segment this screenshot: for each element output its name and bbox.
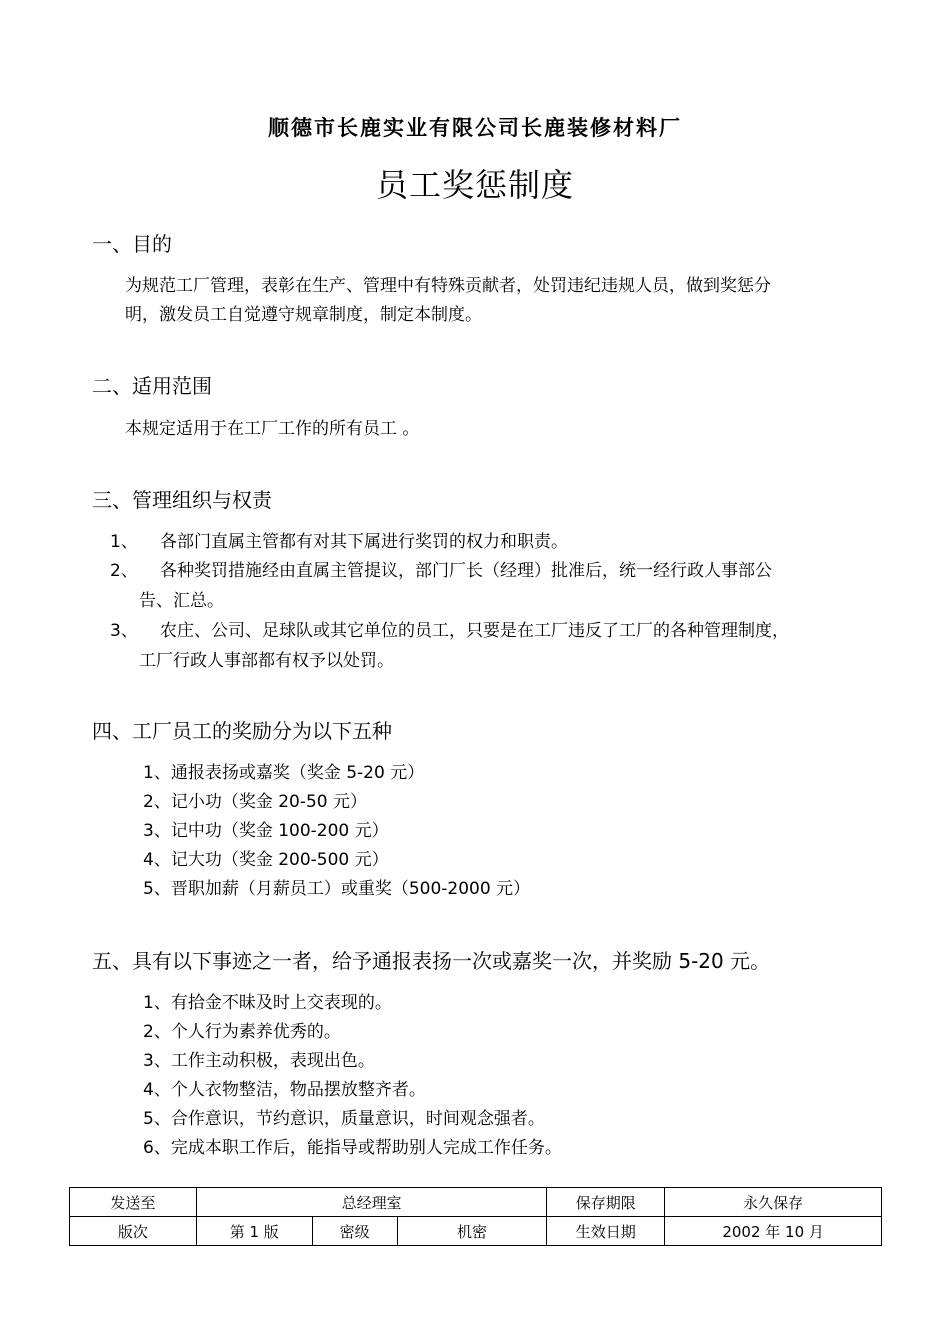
reward-item: 2、记小功（奖金 20-50 元） [143,792,368,812]
section-2-heading: 二、适用范围 [92,374,212,398]
reward-item: 5、晋职加薪（月薪员工）或重奖（500-2000 元） [143,879,531,899]
section-3-item-3-text-line2: 工厂行政人事部都有权予以处罚。 [139,651,394,671]
merit-item: 1、有拾金不昧及时上交表现的。 [143,993,392,1013]
section-3-item-2-text-line2: 告、汇总。 [139,591,224,611]
merit-item: 5、合作意识，节约意识，质量意识，时间观念强者。 [143,1109,545,1129]
section-4-heading: 四、工厂员工的奖励分为以下五种 [92,719,392,743]
section-1-text-line2: 明，激发员工自觉遵守规章制度，制定本制度。 [125,305,482,325]
reward-item: 4、记大功（奖金 200-500 元） [143,850,389,870]
retention-label: 保存期限 [547,1188,665,1217]
table-row [70,1217,882,1246]
company-name: 顺德市长鹿实业有限公司长鹿装修材料厂 [268,116,682,140]
section-3-item-1-text: 各部门直属主管都有对其下属进行奖罚的权力和职责。 [160,532,568,552]
effective-date-value: 2002 年 10 月 [665,1217,882,1246]
reward-item: 3、记中功（奖金 100-200 元） [143,821,389,841]
reward-item: 1、通报表扬或嘉奖（奖金 5-20 元） [143,763,425,783]
retention-value: 永久保存 [665,1188,882,1217]
section-3-item-2-text-line1: 各种奖罚措施经由直属主管提议，部门厂长（经理）批准后，统一经行政人事部公 [160,561,772,581]
secrecy-label: 密级 [312,1217,397,1246]
section-1-heading: 一、目的 [92,232,172,256]
document-control-table [69,1187,882,1246]
section-1-text-line1: 为规范工厂管理，表彰在生产、管理中有特殊贡献者，处罚违纪违规人员，做到奖惩分 [125,276,771,296]
version-label: 版次 [70,1217,197,1246]
table-row [70,1188,882,1217]
section-5-heading: 五、具有以下事迹之一者，给予通报表扬一次或嘉奖一次，并奖励 5-20 元。 [92,949,771,973]
section-3-heading: 三、管理组织与权责 [92,488,272,512]
section-3-item-2-number: 2、 [110,561,138,581]
version-value: 第 1 版 [196,1217,312,1246]
effective-date-label: 生效日期 [547,1217,665,1246]
merit-item: 3、工作主动积极，表现出色。 [143,1051,375,1071]
send-to-value: 总经理室 [196,1188,547,1217]
secrecy-value: 机密 [397,1217,547,1246]
section-2-text: 本规定适用于在工厂工作的所有员工 。 [125,419,420,439]
document-title: 员工奖惩制度 [375,166,574,204]
section-3-item-1-number: 1、 [110,532,138,552]
merit-item: 6、完成本职工作后，能指导或帮助别人完成工作任务。 [143,1138,562,1158]
merit-item: 2、个人行为素养优秀的。 [143,1022,341,1042]
section-3-item-3-text-line1: 农庄、公司、足球队或其它单位的员工，只要是在工厂违反了工厂的各种管理制度， [160,621,789,641]
merit-item: 4、个人衣物整洁，物品摆放整齐者。 [143,1080,426,1100]
section-3-item-3-number: 3、 [110,621,138,641]
send-to-label: 发送至 [70,1188,197,1217]
